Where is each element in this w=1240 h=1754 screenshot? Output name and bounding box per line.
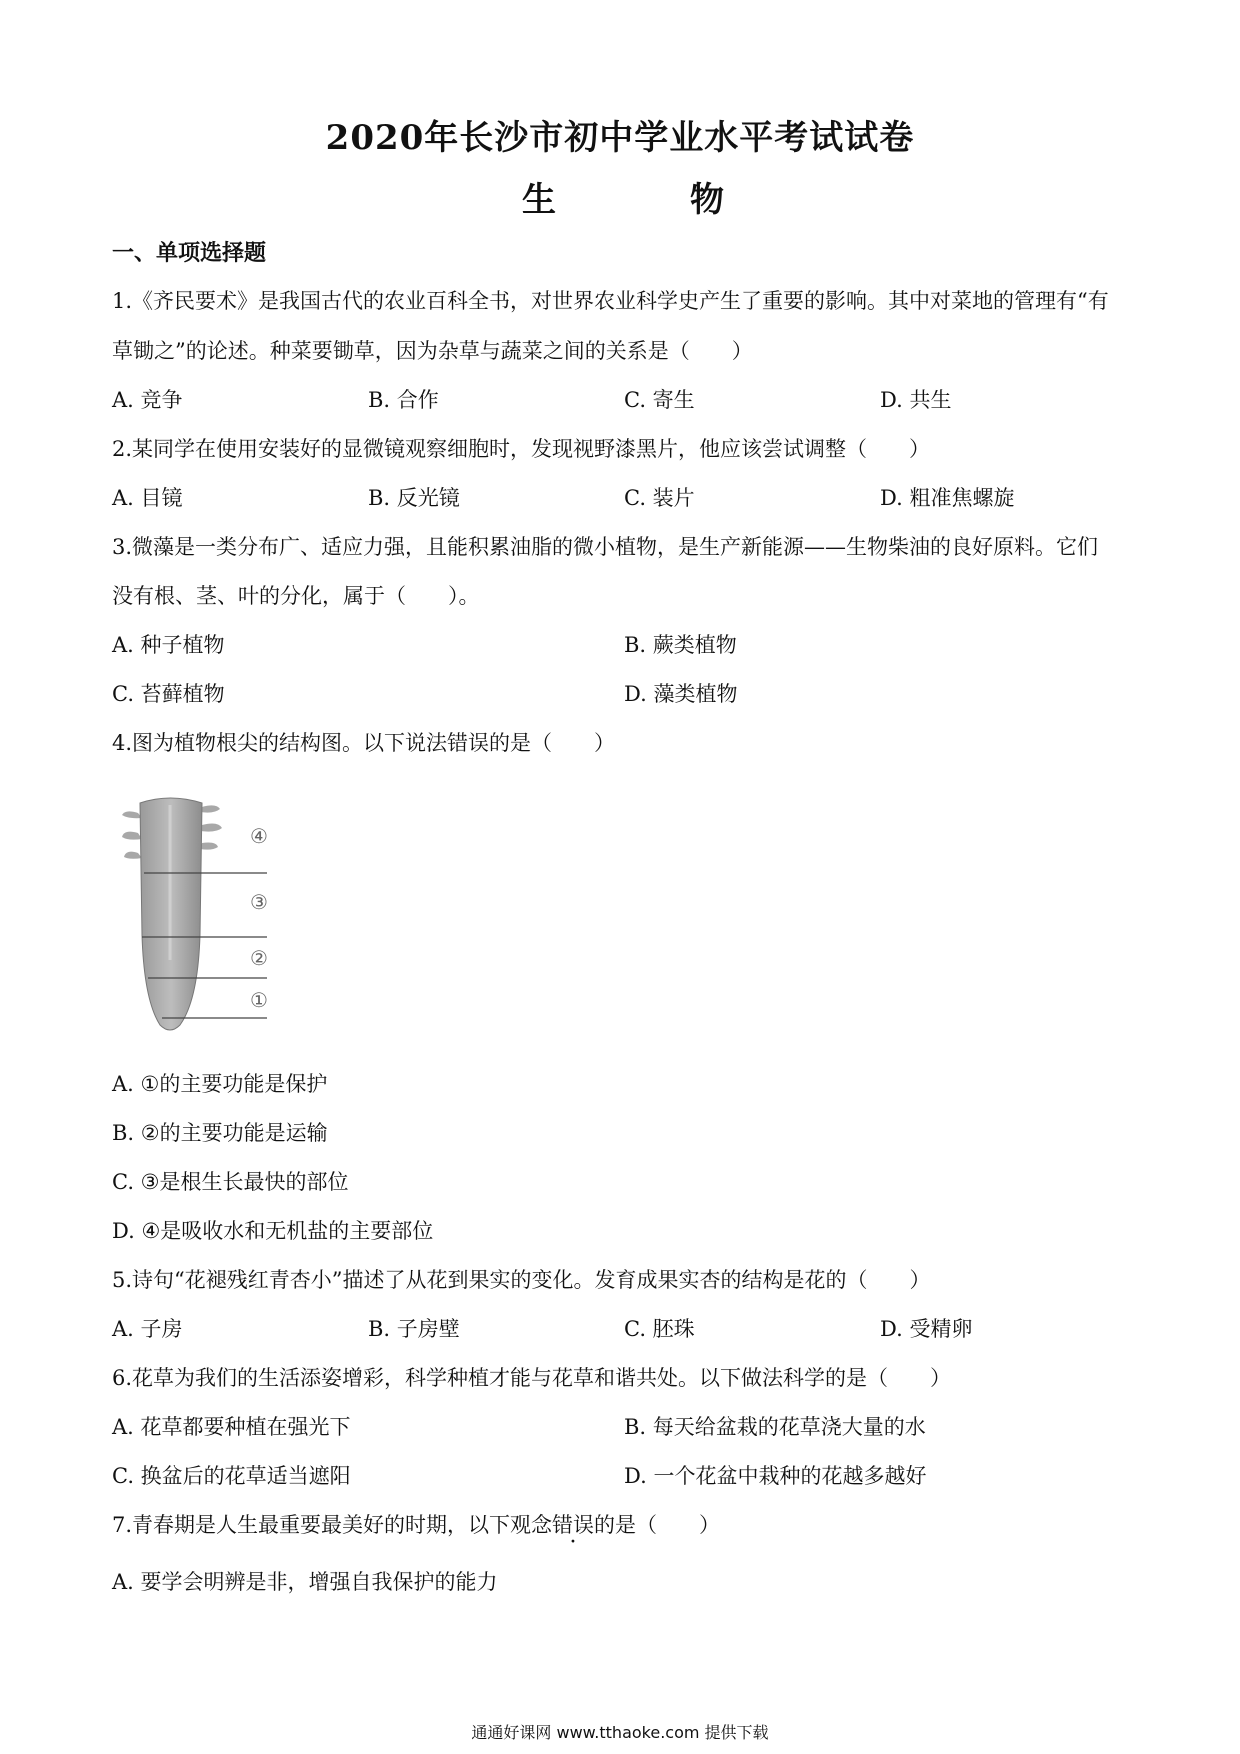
question-3-option-b: B. 蕨类植物 — [624, 633, 737, 657]
question-5-option-c: C. 胚珠 — [624, 1317, 695, 1341]
question-1-option-d: D. 共生 — [880, 388, 952, 412]
figure-label-1: ① — [250, 988, 268, 1012]
question-3-option-a: A. 种子植物 — [112, 633, 225, 657]
figure-label-4: ④ — [250, 824, 268, 848]
question-6-option-d: D. 一个花盆中栽种的花越多越好 — [624, 1464, 927, 1488]
page-title: 2020年长沙市初中学业水平考试试卷 — [325, 118, 915, 158]
question-4-option-c: C. ③是根生长最快的部位 — [112, 1170, 349, 1194]
subject-char-right: 物 — [690, 180, 724, 220]
question-3-option-d: D. 藻类植物 — [624, 682, 738, 706]
figure-label-3: ③ — [250, 890, 268, 914]
question-4-line-1: 4.图为植物根尖的结构图。以下说法错误的是（ ） — [112, 731, 616, 755]
question-1-option-a: A. 竞争 — [112, 388, 183, 412]
question-4-option-b: B. ②的主要功能是运输 — [112, 1121, 328, 1145]
subject-char-left: 生 — [522, 180, 556, 220]
question-3-line-2: 没有根、茎、叶的分化，属于（ ）。 — [112, 584, 480, 608]
root-hair-left-2 — [122, 832, 142, 840]
page-footer: 通通好课网 www.tthaoke.com 提供下载 — [471, 1723, 769, 1742]
root-hair-left-3 — [124, 852, 142, 859]
question-1-option-b: B. 合作 — [368, 388, 439, 412]
question-6-line-1: 6.花草为我们的生活添姿增彩，科学种植才能与花草和谐共处。以下做法科学的是（ ） — [112, 1366, 952, 1390]
question-1-line-2: 草锄之”的论述。种菜要锄草，因为杂草与蔬菜之间的关系是（ ） — [112, 339, 753, 363]
question-6-option-c: C. 换盆后的花草适当遮阳 — [112, 1464, 351, 1488]
question-7-option-a: A. 要学会明辨是非，增强自我保护的能力 — [112, 1570, 498, 1594]
root-tip-figure — [120, 785, 300, 1040]
question-5-option-a: A. 子房 — [112, 1317, 183, 1341]
question-3-option-c: C. 苔藓植物 — [112, 682, 225, 706]
question-5-option-b: B. 子房壁 — [368, 1317, 460, 1341]
question-3-line-1: 3.微藻是一类分布广、适应力强，且能积累油脂的微小植物，是生产新能源——生物柴油的良好原料。它们 — [112, 535, 1099, 559]
question-5-option-d: D. 受精卵 — [880, 1317, 973, 1341]
question-7-text-pre: 7.青春期是人生最重要最美好的时期，以下观念 — [112, 1513, 553, 1537]
question-6-option-b: B. 每天给盆栽的花草浇大量的水 — [624, 1415, 926, 1439]
question-2-option-d: D. 粗准焦螺旋 — [880, 486, 1015, 510]
root-hair-left-1 — [122, 811, 142, 818]
section-title: 一、单项选择题 — [112, 241, 267, 266]
question-7-line-1 — [112, 1509, 720, 1539]
question-2-option-a: A. 目镜 — [112, 486, 183, 510]
figure-label-2: ② — [250, 946, 268, 970]
question-2-option-b: B. 反光镜 — [368, 486, 460, 510]
root-hair-right-1 — [200, 805, 220, 812]
question-2-option-c: C. 装片 — [624, 486, 695, 510]
root-hair-right-3 — [200, 843, 218, 850]
question-4-option-d: D. ④是吸收水和无机盐的主要部位 — [112, 1219, 434, 1243]
question-5-line-1: 5.诗句“花褪残红青杏小”描述了从花到果实的变化。发育成果实杏的结构是花的（ ） — [112, 1268, 931, 1292]
root-hair-right-2 — [200, 824, 222, 832]
question-1-line-1: 1.《齐民要术》是我国古代的农业百科全书，对世界农业科学史产生了重要的影响。其中对菜地的管理有“有 — [112, 289, 1109, 313]
question-1-option-c: C. 寄生 — [624, 388, 695, 412]
question-6-option-a: A. 花草都要种植在强光下 — [112, 1415, 351, 1439]
question-7-emphasis: 错误 — [552, 1513, 595, 1537]
question-2-line-1: 2.某同学在使用安装好的显微镜观察细胞时，发现视野漆黑片，他应该尝试调整（ ） — [112, 437, 931, 461]
question-4-option-a: A. ①的主要功能是保护 — [112, 1072, 328, 1096]
question-7-text-post: 的是（ ） — [594, 1513, 721, 1537]
